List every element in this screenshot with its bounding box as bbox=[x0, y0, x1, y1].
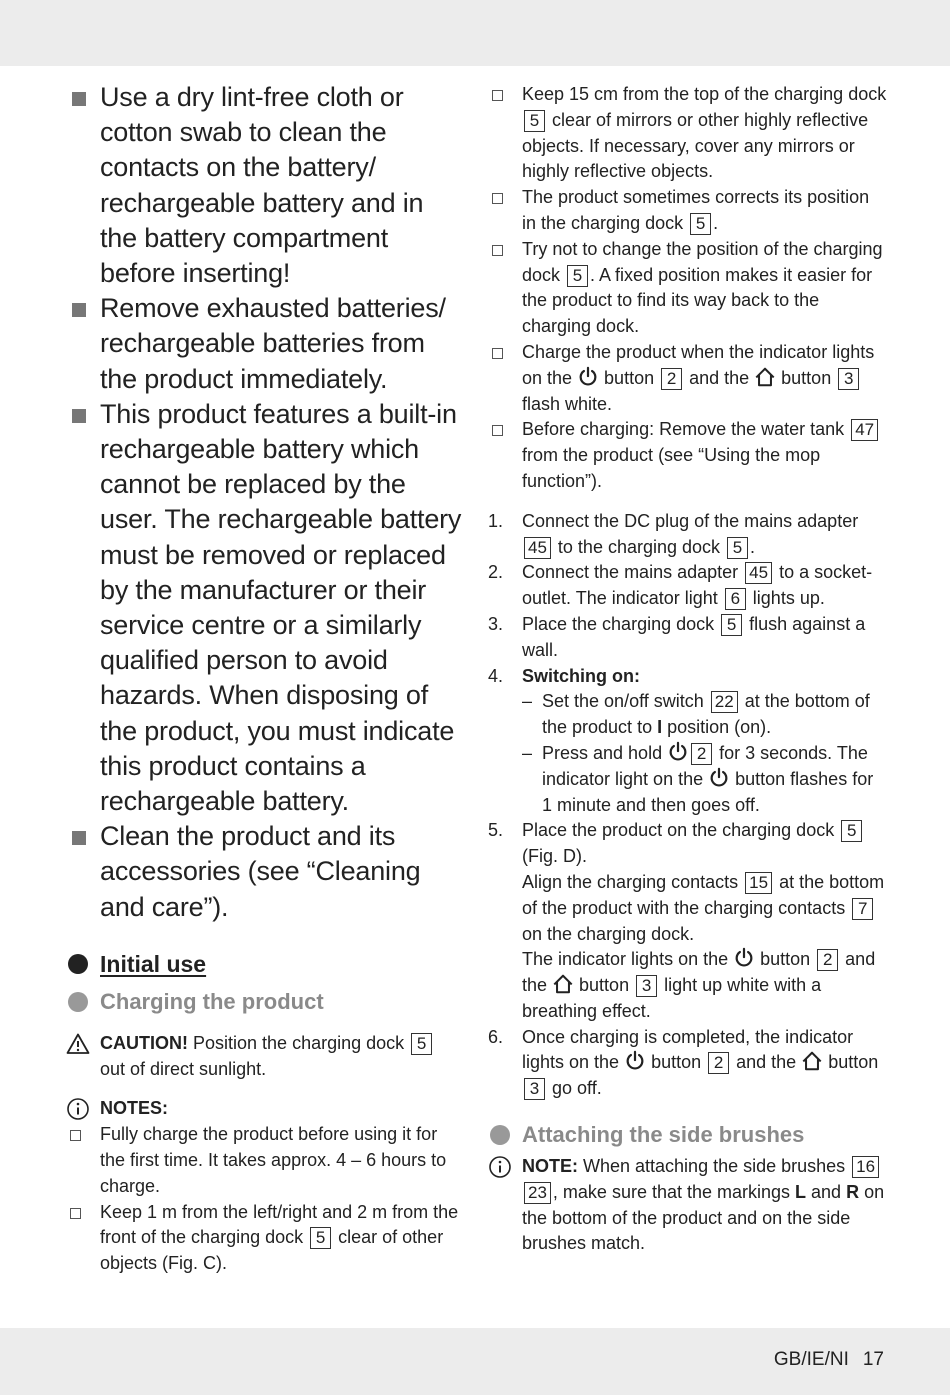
page-footer bbox=[774, 1349, 884, 1371]
ref-box: 5 bbox=[310, 1227, 331, 1249]
item-text: Keep 15 cm from the top of the charging dock bbox=[522, 84, 887, 104]
item-text: from the product (see “Using the mop function”). bbox=[522, 445, 821, 491]
bullet-text: Clean the product and its accessories (see “Cleaning and care”). bbox=[100, 821, 421, 922]
info-circle-icon bbox=[66, 1097, 90, 1121]
item-text: flash white. bbox=[522, 393, 613, 414]
ref-box: 2 bbox=[708, 1052, 729, 1074]
caution-text: Position the charging dock bbox=[188, 1032, 410, 1053]
item-text: Try not to change the position of the charging dock bbox=[522, 238, 883, 285]
ref-box: 5 bbox=[721, 614, 742, 636]
ref-box: 3 bbox=[524, 1078, 545, 1100]
step-text: light up white with a breathing effect. bbox=[522, 975, 822, 1021]
heading-initial-use: Initial use bbox=[100, 950, 207, 977]
caution-note bbox=[66, 1031, 464, 1083]
step-item bbox=[488, 1025, 888, 1102]
square-bullet-icon bbox=[72, 409, 86, 423]
power-icon bbox=[708, 767, 730, 789]
info-circle-icon bbox=[488, 1155, 512, 1179]
step-text: I bbox=[657, 717, 663, 738]
checkbox-bullet-icon bbox=[70, 1208, 81, 1219]
heading-side-brushes: Attaching the side brushes bbox=[522, 1122, 805, 1148]
step-text: flush against a wall. bbox=[522, 613, 866, 660]
step-paragraph bbox=[522, 870, 888, 947]
sub-item bbox=[522, 689, 888, 741]
step-text: go off. bbox=[547, 1078, 602, 1099]
section-heading bbox=[66, 947, 464, 981]
list-item bbox=[66, 1122, 464, 1199]
step-item bbox=[488, 509, 888, 561]
item-text: Charge the product when the indicator lights on the bbox=[522, 341, 875, 388]
step-text: Connect the DC plug of the mains adapter bbox=[522, 510, 859, 531]
checkbox-bullet-icon bbox=[492, 425, 503, 436]
square-bullet-icon bbox=[72, 303, 86, 317]
step-text: for 3 seconds. The indicator light on the bbox=[542, 742, 868, 789]
checkbox-bullet-icon bbox=[492, 348, 503, 359]
note-text: L bbox=[795, 1181, 807, 1202]
step-item bbox=[488, 664, 888, 819]
note-text: and bbox=[806, 1181, 847, 1202]
step-number: 3. bbox=[488, 613, 504, 634]
note-text: Keep 1 m from the left/right and 2 m from the front of the charging dock bbox=[100, 1201, 459, 1248]
list-item bbox=[66, 1200, 464, 1277]
ref-box: 3 bbox=[838, 368, 859, 390]
item-text: and the bbox=[684, 367, 755, 388]
list-item bbox=[488, 185, 888, 237]
step-item bbox=[488, 612, 888, 664]
checkbox-bullet-icon bbox=[492, 245, 503, 256]
step-text: . bbox=[750, 536, 756, 557]
step-text: Set the on/off switch bbox=[542, 691, 709, 712]
step-text: on the charging dock. bbox=[522, 923, 695, 944]
ref-box: 7 bbox=[852, 898, 873, 920]
home-icon bbox=[552, 973, 574, 995]
caution-label: CAUTION! bbox=[100, 1032, 188, 1053]
list-item bbox=[66, 819, 464, 925]
step-title: Switching on: bbox=[522, 665, 640, 686]
list-item bbox=[488, 340, 888, 417]
bullet-text: Use a dry lint-free cloth or cotton swab to clean the contacts on the battery/ rechargeable battery and in the battery compartment before inserting! bbox=[100, 82, 424, 289]
list-item bbox=[66, 80, 464, 291]
ref-box: 5 bbox=[690, 213, 711, 235]
step-number: 5. bbox=[488, 820, 504, 841]
ref-box: 23 bbox=[524, 1182, 551, 1204]
list-item bbox=[488, 417, 888, 494]
ref-box: 5 bbox=[727, 537, 748, 559]
step-text: button bbox=[755, 949, 816, 970]
item-text: The product sometimes corrects its position in the charging dock bbox=[522, 187, 870, 233]
step-paragraph bbox=[522, 947, 888, 1024]
ref-box: 2 bbox=[817, 949, 838, 971]
item-text: Before charging: Remove the water tank bbox=[522, 419, 850, 440]
note-text: When attaching the side brushes bbox=[578, 1156, 851, 1177]
note-text: R bbox=[846, 1181, 860, 1202]
item-text: clear of mirrors or other highly reflective objects. If necessary, cover any mirrors or highly reflective objects. bbox=[522, 109, 869, 182]
step-text: and the bbox=[731, 1052, 802, 1073]
step-text: button flashes for 1 minute and then goes off. bbox=[542, 768, 874, 815]
checkbox-bullet-icon bbox=[70, 1130, 81, 1141]
square-bullet-icon bbox=[72, 92, 86, 106]
power-icon bbox=[577, 366, 599, 388]
item-text: . bbox=[713, 212, 719, 233]
list-item bbox=[488, 82, 888, 185]
brush-note bbox=[488, 1154, 888, 1257]
bullet-dot-icon bbox=[68, 992, 88, 1012]
step-text: position (on). bbox=[662, 717, 772, 738]
step-text: Press and hold bbox=[542, 742, 668, 763]
step-text: Place the charging dock bbox=[522, 613, 720, 634]
subsection-heading bbox=[66, 985, 464, 1019]
ref-box: 5 bbox=[411, 1033, 432, 1055]
step-number: 6. bbox=[488, 1026, 504, 1047]
page-number: 17 bbox=[862, 1349, 884, 1370]
item-text: button bbox=[599, 367, 660, 388]
right-column bbox=[488, 82, 888, 1257]
note-text: , make sure that the markings bbox=[552, 1181, 796, 1202]
step-text: Align the charging contacts bbox=[522, 871, 744, 892]
list-item bbox=[66, 397, 464, 819]
ref-box: 6 bbox=[725, 588, 746, 610]
ref-box: 22 bbox=[711, 691, 738, 713]
step-text: Connect the mains adapter bbox=[522, 562, 744, 583]
step-text: to a socket-outlet. The indicator light bbox=[522, 562, 873, 609]
step-number: 4. bbox=[488, 665, 504, 686]
ref-box: 47 bbox=[851, 419, 878, 441]
bullet-text: Remove exhausted batteries/ rechargeable batteries from the product immediately. bbox=[100, 293, 446, 394]
step-text: button bbox=[823, 1052, 879, 1073]
checkbox-bullet-icon bbox=[492, 90, 503, 101]
list-item bbox=[66, 291, 464, 397]
ref-box: 3 bbox=[636, 975, 657, 997]
ref-box: 15 bbox=[745, 872, 772, 894]
left-column bbox=[66, 80, 464, 1277]
note-label: NOTE: bbox=[522, 1156, 578, 1177]
note-text: clear of other objects (Fig. C). bbox=[100, 1227, 444, 1274]
home-icon bbox=[801, 1050, 823, 1072]
dash-bullet: – bbox=[522, 742, 533, 763]
bullet-dot-icon bbox=[490, 1125, 510, 1145]
step-text: button bbox=[646, 1052, 707, 1073]
step-text: (Fig. D). bbox=[522, 846, 587, 867]
ref-box: 45 bbox=[745, 562, 772, 584]
square-bullet-icon bbox=[72, 831, 86, 845]
step-text: Once charging is completed, the indicator lights on the bbox=[522, 1026, 854, 1073]
bullet-text: This product features a built-in rechargeable battery which cannot be replaced by the user. The rechargeable battery must be removed or replaced by the manufacturer or their service centre or a similarly qualified person to avoid hazards. When disposing of the product, you must indicate this product contains a rechargeable battery. bbox=[100, 398, 462, 817]
ref-box: 45 bbox=[524, 537, 551, 559]
step-text: to the charging dock bbox=[552, 536, 726, 557]
step-number: 2. bbox=[488, 562, 504, 583]
step-text: at the bottom of the product with the charging contacts bbox=[522, 871, 885, 918]
region-label: GB/IE/NI bbox=[773, 1349, 849, 1370]
note-text: on the bottom of the product and on the side brushes match. bbox=[522, 1181, 885, 1254]
item-text: button bbox=[776, 367, 837, 388]
bullet-dot-icon bbox=[68, 954, 88, 974]
ref-box: 2 bbox=[661, 368, 682, 390]
ref-box: 16 bbox=[852, 1156, 879, 1178]
step-text: and the bbox=[522, 949, 876, 996]
step-item bbox=[488, 560, 888, 612]
item-text: . A fixed position makes it easier for the product to find its way back to the charging dock. bbox=[522, 264, 873, 337]
note-text: Fully charge the product before using it for the first time. It takes approx. 4 – 6 hours to charge. bbox=[100, 1124, 447, 1196]
power-icon bbox=[624, 1050, 646, 1072]
power-icon bbox=[733, 947, 755, 969]
checkbox-bullet-icon bbox=[492, 193, 503, 204]
list-item bbox=[488, 237, 888, 340]
power-icon bbox=[667, 741, 689, 763]
sub-item bbox=[522, 741, 888, 818]
step-number: 1. bbox=[488, 510, 504, 531]
step-text: at the bottom of the product to bbox=[542, 691, 870, 738]
step-text: Place the product on the charging dock bbox=[522, 820, 840, 841]
notes-label: NOTES: bbox=[100, 1098, 169, 1119]
ref-box: 2 bbox=[691, 743, 712, 765]
ref-box: 5 bbox=[567, 265, 588, 287]
caution-text: out of direct sunlight. bbox=[100, 1058, 267, 1079]
dash-bullet: – bbox=[522, 691, 533, 712]
subsection-heading bbox=[488, 1118, 888, 1152]
heading-charging: Charging the product bbox=[100, 988, 324, 1014]
step-text: lights up. bbox=[747, 588, 825, 609]
step-text: The indicator lights on the bbox=[522, 949, 734, 970]
header-band bbox=[0, 0, 950, 66]
warning-triangle-icon bbox=[66, 1032, 90, 1056]
ref-box: 5 bbox=[841, 820, 862, 842]
notes-header bbox=[66, 1096, 464, 1122]
step-item bbox=[488, 818, 888, 1024]
ref-box: 5 bbox=[524, 110, 545, 132]
step-text: button bbox=[574, 975, 635, 996]
home-icon bbox=[754, 366, 776, 388]
